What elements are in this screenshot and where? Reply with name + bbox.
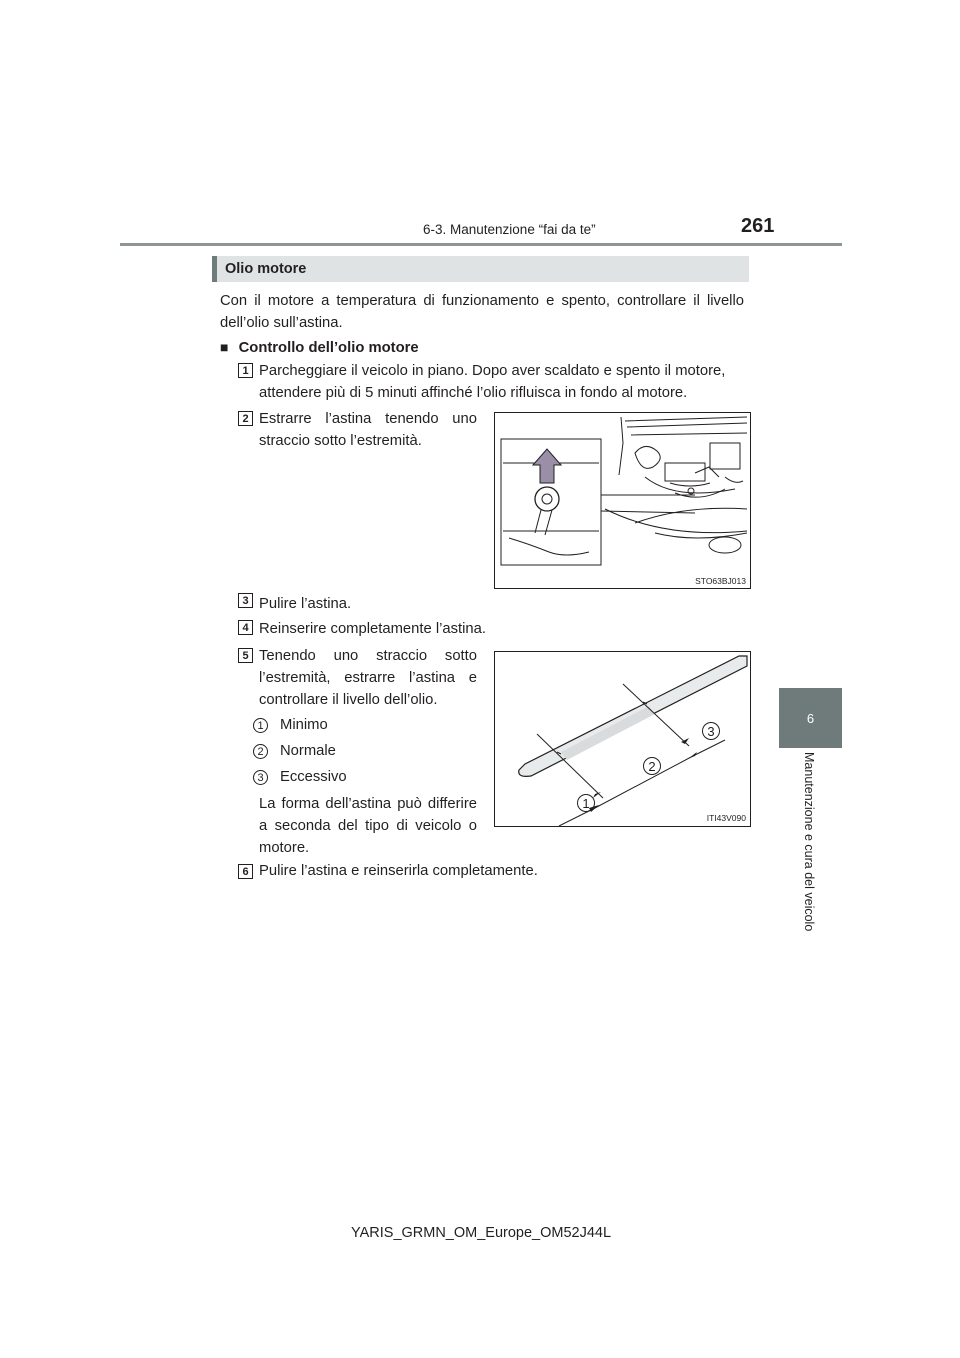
note-line-1: La forma dell’astina può differire <box>259 796 477 812</box>
callout-1: 1 <box>577 794 595 812</box>
step-number-5: 5 <box>238 648 253 663</box>
note-line-2: a seconda del tipo di veicolo o <box>259 818 477 834</box>
chapter-label: Manutenzione e cura del veicolo <box>802 752 816 932</box>
dipstick-level-figure <box>494 651 751 827</box>
header-divider <box>120 243 842 246</box>
step-1-line-1: Parcheggiare il veicolo in piano. Dopo aver scaldato e spento il motore, <box>259 363 726 379</box>
document-footer-code: YARIS_GRMN_OM_Europe_OM52J44L <box>351 1225 612 1241</box>
step-4-line-1: Reinserire completamente l’astina. <box>259 621 486 637</box>
chapter-tab <box>779 688 842 748</box>
level-label-normale: Normale <box>280 743 336 759</box>
figure-1-code: STO63BJ013 <box>695 576 746 586</box>
step-2-line-2: straccio sotto l’estremità. <box>259 433 422 449</box>
step-number-3: 3 <box>238 593 253 608</box>
step-2-line-1: Estrarre l’astina tenendo uno <box>259 411 477 427</box>
callout-3: 3 <box>702 722 720 740</box>
section-title: Olio motore <box>225 261 307 277</box>
step-number-6: 6 <box>238 864 253 879</box>
page-number: 261 <box>741 215 775 237</box>
step-number-1: 1 <box>238 363 253 378</box>
figure-2-code: ITI43V090 <box>706 813 746 823</box>
level-label-minimo: Minimo <box>280 717 328 733</box>
callout-2: 2 <box>643 757 661 775</box>
step-number-4: 4 <box>238 620 253 635</box>
section-accent <box>212 256 217 282</box>
header-section-title: 6-3. Manutenzione “fai da te” <box>423 222 596 237</box>
square-bullet-icon: ■ <box>220 339 229 355</box>
engine-bay-figure <box>494 412 751 589</box>
step-1-line-2: attendere più di 5 minuti affinché l’olio rifluisca in fondo al motore. <box>259 385 688 401</box>
step-5-line-1: Tenendo uno straccio sotto <box>259 648 477 664</box>
subheading-text: Controllo dell’olio motore <box>238 340 419 356</box>
engine-bay-illustration <box>495 413 750 588</box>
level-number-3: 3 <box>253 770 268 785</box>
level-number-2: 2 <box>253 744 268 759</box>
step-5-line-3: controllare il livello dell’olio. <box>259 692 438 708</box>
step-number-2: 2 <box>238 411 253 426</box>
level-number-1: 1 <box>253 718 268 733</box>
intro-line-2: dell’olio sull’astina. <box>220 315 343 331</box>
subheading <box>220 336 419 359</box>
step-5-line-2: l’estremità, estrarre l’astina e <box>259 670 477 686</box>
step-3-line-1: Pulire l’astina. <box>259 596 352 612</box>
chapter-number: 6 <box>806 710 815 726</box>
step-6-line-1: Pulire l’astina e reinserirla completamente. <box>259 863 538 879</box>
level-label-eccessivo: Eccessivo <box>280 769 347 785</box>
section-title-bar <box>212 256 749 282</box>
note-line-3: motore. <box>259 840 310 856</box>
intro-line-1: Con il motore a temperatura di funzionamento e spento, controllare il livello <box>220 293 744 309</box>
